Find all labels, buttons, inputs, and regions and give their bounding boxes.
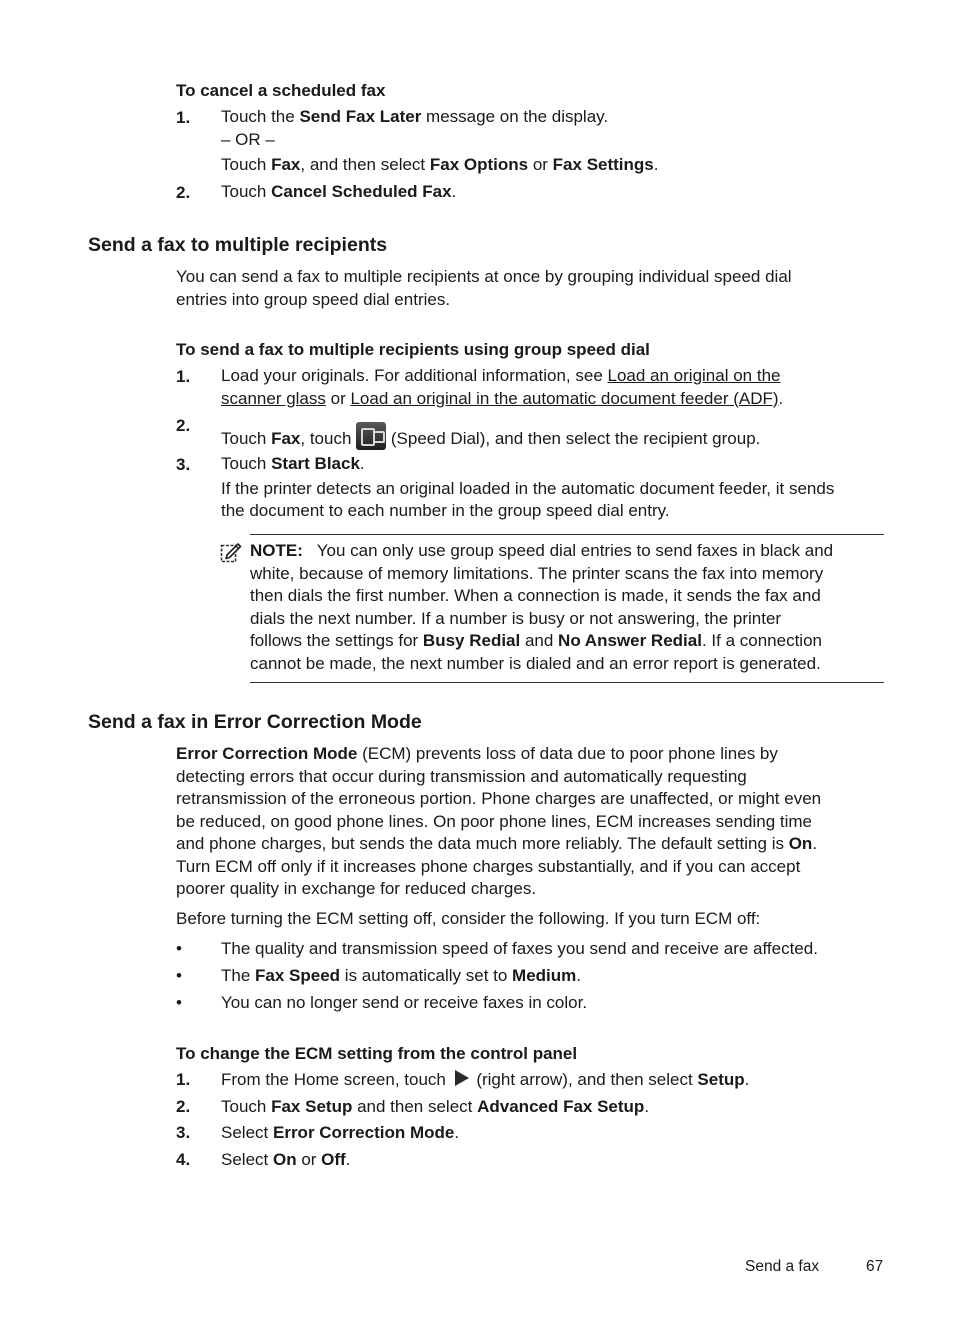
step-number: 1. [176,108,191,127]
step-number: 2. [176,1097,191,1116]
bullet-item: The Fax Speed is automatically set to Medium. [221,966,582,985]
step-ecm-2: Touch Fax Setup and then select Advanced Fax Setup. [221,1097,650,1116]
bullet-item: The quality and transmission speed of faxes you send and receive are affected. [221,939,818,958]
step-multi-1: Load your originals. For additional information, see Load an original on the scanner glass or Load an original in the automatic document feeder (ADF). [221,366,784,408]
section-heading-ecm: Send a fax in Error Correction Mode [88,711,422,733]
bullet-marker: • [176,939,182,958]
step-multi-2: Touch Fax, touch (Speed Dial), and then select the recipient group. [221,422,760,451]
step-cancel-2: Touch Cancel Scheduled Fax. [221,182,457,201]
step-ecm-3: Select Error Correction Mode. [221,1123,460,1142]
note-top-rule [250,534,884,535]
ecm-paragraph-2: Before turning the ECM setting off, consider the following. If you turn ECM off: [176,909,761,928]
note-pencil-icon [220,541,242,563]
note-bottom-rule [250,682,884,683]
bullet-marker: • [176,993,182,1012]
step-number: 3. [176,1123,191,1142]
intro-paragraph: You can send a fax to multiple recipients at once by grouping individual speed dial entries into group speed dial entries. [176,267,792,309]
ecm-paragraph-1: Error Correction Mode (ECM) prevents loss of data due to poor phone lines by detecting errors that occur during transmission and automatically requesting retransmission of the erroneous portion. Phone charges are unaffected, or might even be reduced, on good phone lines. On poor phone lines, ECM increases sending time and phone charges, but sends the data much more reliably. The default setting is On. Turn ECM off only if it increases phone charges substantially, and if you can accept poorer quality in exchange for reduced charges. [176,744,822,898]
step-number: 1. [176,1070,191,1089]
step-cancel-1: Touch the Send Fax Later message on the display. – OR – Touch Fax, and then select Fax Options or Fax Settings. [221,107,659,174]
step-ecm-4: Select On or Off. [221,1150,351,1169]
step-multi-3: Touch Start Black. If the printer detects an original loaded in the automatic document feeder, it sends the document to each number in the group speed dial entry. [221,454,835,520]
or-separator: – OR – [221,129,275,149]
bullet-marker: • [176,966,182,985]
link-load-original-adf[interactable]: Load an original in the automatic document feeder (ADF) [350,388,779,408]
step-number: 2. [176,416,191,435]
section-heading-multiple-recipients: Send a fax to multiple recipients [88,234,388,256]
link-load-original-scanner-glass[interactable]: Load an original on the scanner glass [221,366,781,408]
note-text: NOTE: You can only use group speed dial entries to send faxes in black and white, because of memory limitations. The printer scans the fax into memory then dials the first number. When a connection is made, it sends the fax and dials the next number. If a number is busy or not answering, the printer follows the settings for Busy Redial and No Answer Redial. If a connection cannot be made, the next number is dialed and an error report is generated. [250,541,834,673]
procedure-title-cancel: To cancel a scheduled fax [176,81,386,100]
footer-section-name: Send a fax [745,1258,820,1275]
footer-page-number: 67 [866,1258,884,1275]
step-ecm-1: From the Home screen, touch (right arrow), and then select Setup. [221,1070,750,1089]
step-number: 3. [176,455,191,474]
speed-dial-icon [356,422,386,450]
bullet-item: You can no longer send or receive faxes in color. [221,993,588,1012]
procedure-title-group-speed-dial: To send a fax to multiple recipients using group speed dial [176,340,650,359]
step-number: 1. [176,367,191,386]
right-arrow-icon [455,1070,469,1086]
procedure-title-ecm: To change the ECM setting from the control panel [176,1044,578,1063]
note-label: NOTE: [250,541,303,560]
step-number: 2. [176,183,191,202]
step-number: 4. [176,1150,191,1169]
